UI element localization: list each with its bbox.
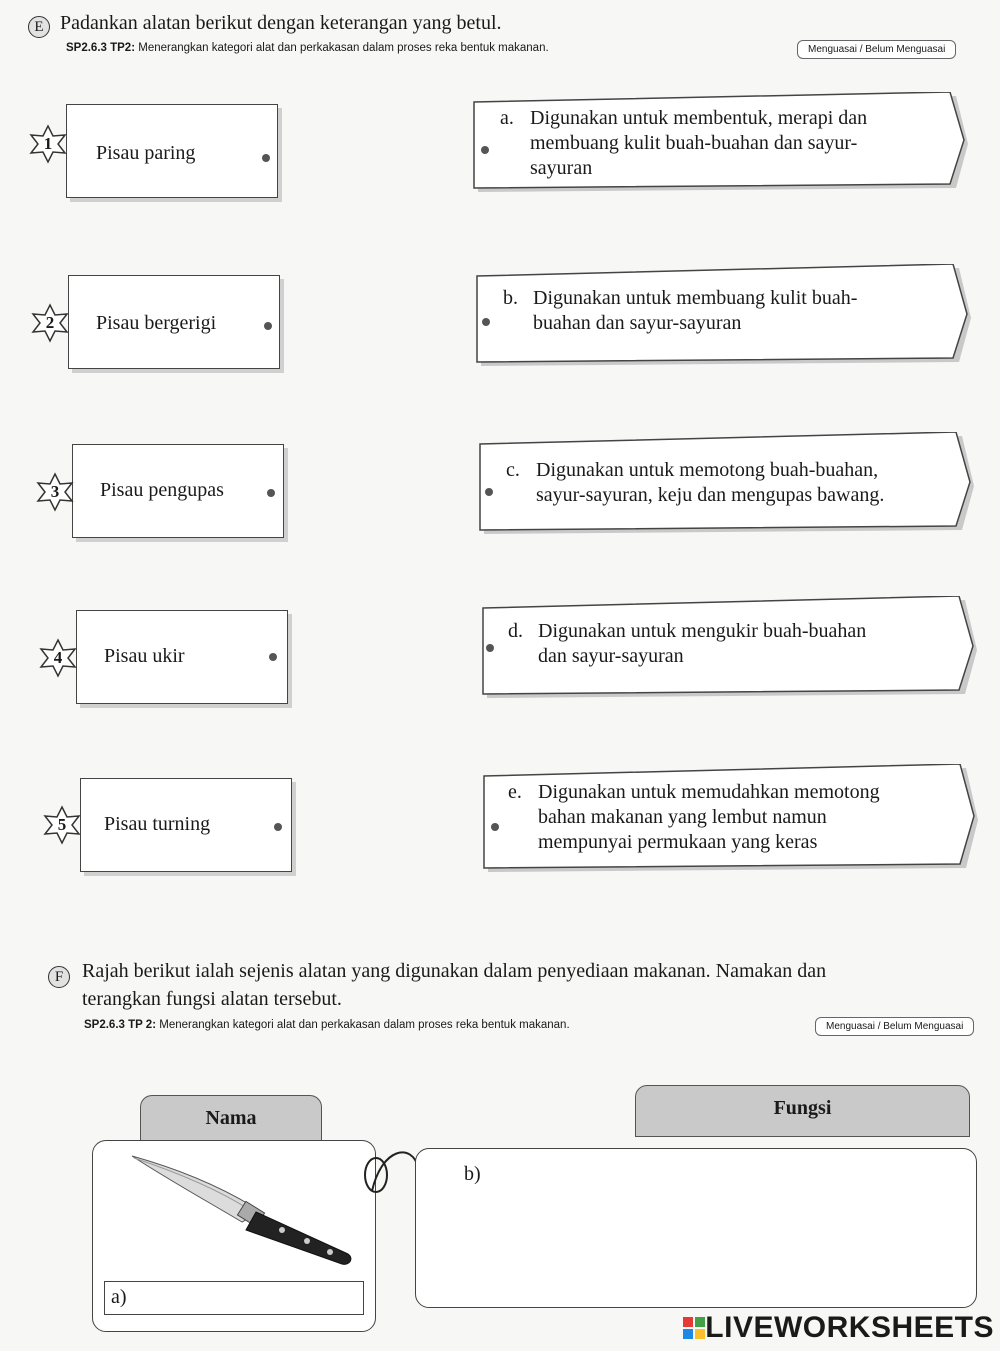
section-f-standard-text: Menerangkan kategori alat dan perkakasan dalam proses reka bentuk makanan. <box>159 1019 570 1031</box>
description-text-b <box>503 286 857 336</box>
description-a-line3: sayuran <box>530 157 593 179</box>
description-e-line3: mempunyai permukaan yang keras <box>538 831 818 853</box>
tool-dot-2[interactable] <box>264 322 272 330</box>
tool-label-1: Pisau paring <box>96 142 196 164</box>
tool-label-3: Pisau pengupas <box>100 479 224 501</box>
section-e-mastery-pill[interactable]: Menguasai / Belum Menguasai <box>797 40 956 59</box>
answer-b-label: b) <box>464 1163 481 1185</box>
section-e-standard-code: SP2.6.3 TP2: <box>66 42 136 54</box>
tool-dot-3[interactable] <box>267 489 275 497</box>
description-text-d <box>508 619 866 669</box>
description-text-e <box>508 780 880 855</box>
description-e-line1: Digunakan untuk memudahkan memotong <box>538 781 880 803</box>
description-dot-c[interactable] <box>485 488 493 496</box>
section-e-badge: E <box>28 16 50 38</box>
tool-label-4: Pisau ukir <box>104 645 185 667</box>
answer-a-input[interactable] <box>104 1281 364 1315</box>
tool-number-1: 1 <box>43 134 53 153</box>
description-b-line2: buahan dan sayur-sayuran <box>533 312 742 334</box>
boning-knife-image <box>122 1148 362 1268</box>
answer-b-box[interactable] <box>415 1148 977 1308</box>
description-text-a <box>500 106 867 181</box>
tool-label-2: Pisau bergerigi <box>96 312 217 334</box>
description-letter-c: c. <box>506 459 520 481</box>
description-a-line1: Digunakan untuk membentuk, merapi dan <box>530 107 868 129</box>
description-c-line1: Digunakan untuk memotong buah-buahan, <box>536 459 879 481</box>
liveworksheets-brand: LIVEWORKSHEETS <box>705 1311 994 1344</box>
description-dot-e[interactable] <box>491 823 499 831</box>
liveworksheets-logo <box>683 1311 994 1345</box>
tool-number-5: 5 <box>57 815 67 834</box>
tool-number-2: 2 <box>45 313 55 332</box>
description-letter-a: a. <box>500 107 514 129</box>
description-dot-a[interactable] <box>481 146 489 154</box>
tool-label-5: Pisau turning <box>104 813 211 835</box>
description-letter-e: e. <box>508 781 522 803</box>
tool-number-4: 4 <box>53 648 63 667</box>
tool-dot-5[interactable] <box>274 823 282 831</box>
description-b-line1: Digunakan untuk membuang kulit buah- <box>533 287 858 309</box>
section-f-standard <box>84 1019 570 1031</box>
answer-a-label: a) <box>111 1286 127 1308</box>
section-f-standard-code: SP2.6.3 TP 2: <box>84 1019 157 1031</box>
section-e-instruction: Padankan alatan berikut dengan keterangan yang betul. <box>60 12 502 34</box>
name-tab: Nama <box>140 1095 322 1142</box>
tool-number-3: 3 <box>50 482 60 501</box>
description-c-line2: sayur-sayuran, keju dan mengupas bawang. <box>536 484 885 506</box>
section-f-instruction <box>82 957 826 1013</box>
function-tab: Fungsi <box>635 1085 970 1137</box>
description-a-line2: membuang kulit buah-buahan dan sayur- <box>530 132 858 154</box>
section-f-instruction-line1: Rajah berikut ialah sejenis alatan yang digunakan dalam penyediaan makanan. Namakan dan <box>82 960 827 982</box>
tool-dot-4[interactable] <box>269 653 277 661</box>
section-f-badge: F <box>48 966 70 988</box>
description-dot-d[interactable] <box>486 644 494 652</box>
description-d-line1: Digunakan untuk mengukir buah-buahan <box>538 620 867 642</box>
section-e-standard <box>66 42 549 54</box>
section-f-instruction-line2: terangkan fungsi alatan tersebut. <box>82 988 342 1010</box>
tool-dot-1[interactable] <box>262 154 270 162</box>
liveworksheets-logo-icon <box>683 1317 705 1339</box>
description-d-line2: dan sayur-sayuran <box>538 645 684 667</box>
description-text-c <box>506 458 884 508</box>
section-f-mastery-pill[interactable]: Menguasai / Belum Menguasai <box>815 1017 974 1036</box>
description-letter-d: d. <box>508 620 523 642</box>
description-e-line2: bahan makanan yang lembut namun <box>538 806 827 828</box>
section-e-standard-text: Menerangkan kategori alat dan perkakasan dalam proses reka bentuk makanan. <box>138 42 549 54</box>
description-letter-b: b. <box>503 287 518 309</box>
description-dot-b[interactable] <box>482 318 490 326</box>
